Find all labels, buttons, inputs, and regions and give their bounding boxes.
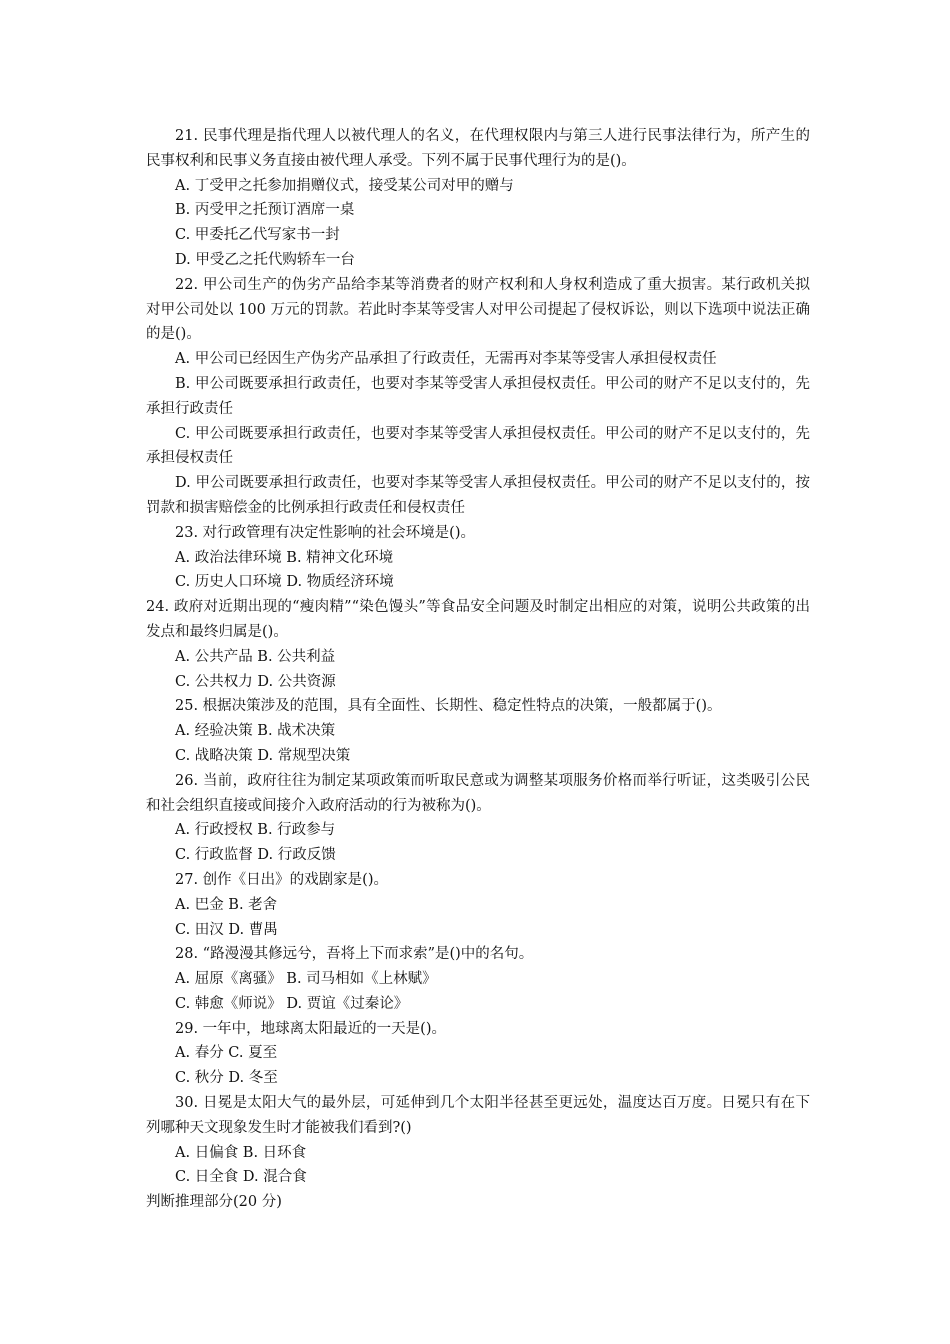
question-27-options-cd: C. 田汉 D. 曹禺 <box>175 921 278 938</box>
question-28-options-ab: A. 屈原《离骚》 B. 司马相如《上林赋》 <box>175 971 437 988</box>
question-29-stem: 29. 一年中，地球离太阳最近的一天是()。 <box>175 1020 446 1037</box>
question-22-option-c: C. 甲公司既要承担行政责任，也要对李某等受害人承担侵权责任。甲公司的财产不足以支付的，先承担侵权责任 <box>146 425 810 467</box>
question-30-options-cd: C. 日全食 D. 混合食 <box>175 1169 307 1186</box>
question-list <box>146 124 810 1215</box>
question-21-stem: 21. 民事代理是指代理人以被代理人的名义，在代理权限内与第三人进行民事法律行为，所产生的民事权利和民事义务直接由被代理人承受。下列不属于民事代理行为的是()。 <box>146 128 810 169</box>
section-footer: 判断推理部分(20 分) <box>146 1194 282 1211</box>
question-26-options-cd: C. 行政监督 D. 行政反馈 <box>175 847 336 864</box>
question-29-options-cd: C. 秋分 D. 冬至 <box>175 1070 278 1087</box>
question-24-stem: 24. 政府对近期出现的“瘦肉精”“染色馒头”等食品安全问题及时制定出相应的对策，说明公共政策的出发点和最终归属是()。 <box>146 599 810 640</box>
question-27-stem: 27. 创作《日出》的戏剧家是()。 <box>175 871 388 888</box>
question-25-stem: 25. 根据决策涉及的范围，具有全面性、长期性、稳定性特点的决策，一般都属于()。 <box>175 698 722 715</box>
question-22-option-a: A. 甲公司已经因生产伪劣产品承担了行政责任，无需再对李某等受害人承担侵权责任 <box>175 351 717 368</box>
question-24-options-ab: A. 公共产品 B. 公共利益 <box>175 648 336 665</box>
question-22-option-b: B. 甲公司既要承担行政责任，也要对李某等受害人承担侵权责任。甲公司的财产不足以支付的，先承担行政责任 <box>146 375 810 417</box>
question-29-options-ab: A. 春分 C. 夏至 <box>175 1045 278 1062</box>
question-26-options-ab: A. 行政授权 B. 行政参与 <box>175 822 336 839</box>
question-30-options-ab: A. 日偏食 B. 日环食 <box>175 1144 307 1161</box>
question-25-options-cd: C. 战略决策 D. 常规型决策 <box>175 747 351 764</box>
question-21-option-a: A. 丁受甲之托参加捐赠仪式，接受某公司对甲的赠与 <box>175 177 514 194</box>
question-23-options-ab: A. 政治法律环境 B. 精神文化环境 <box>175 549 394 566</box>
question-26-stem: 26. 当前，政府往往为制定某项政策而听取民意或为调整某项服务价格而举行听证，这类吸引公民和社会组织直接或间接介入政府活动的行为被称为()。 <box>146 772 810 814</box>
question-22-stem: 22. 甲公司生产的伪劣产品给李某等消费者的财产权利和人身权利造成了重大损害。某行政机关拟对甲公司处以 100 万元的罚款。若此时李某等受害人对甲公司提起了侵权诉讼，则以下选项中说法正确的是()。 <box>146 276 810 343</box>
question-22-option-d: D. 甲公司既要承担行政责任，也要对李某等受害人承担侵权责任。甲公司的财产不足以支付的，按罚款和损害赔偿金的比例承担行政责任和侵权责任 <box>146 475 810 516</box>
question-21-option-d: D. 甲受乙之托代购轿车一台 <box>175 251 355 268</box>
question-23-options-cd: C. 历史人口环境 D. 物质经济环境 <box>175 574 394 591</box>
question-21-option-b: B. 丙受甲之托预订酒席一桌 <box>175 202 355 219</box>
question-28-stem: 28. “路漫漫其修远兮，吾将上下而求索”是()中的名句。 <box>175 946 534 963</box>
question-27-options-ab: A. 巴金 B. 老舍 <box>175 896 278 913</box>
question-28-options-cd: C. 韩愈《师说》 D. 贾谊《过秦论》 <box>175 995 409 1012</box>
question-23-stem: 23. 对行政管理有决定性影响的社会环境是()。 <box>175 524 475 541</box>
question-30-stem: 30. 日冕是太阳大气的最外层，可延伸到几个太阳半径甚至更远处，温度达百万度。日冕只有在下列哪种天文现象发生时才能被我们看到?() <box>146 1095 810 1136</box>
question-21-option-c: C. 甲委托乙代写家书一封 <box>175 227 340 244</box>
question-25-options-ab: A. 经验决策 B. 战术决策 <box>175 723 336 740</box>
question-24-options-cd: C. 公共权力 D. 公共资源 <box>175 673 336 690</box>
